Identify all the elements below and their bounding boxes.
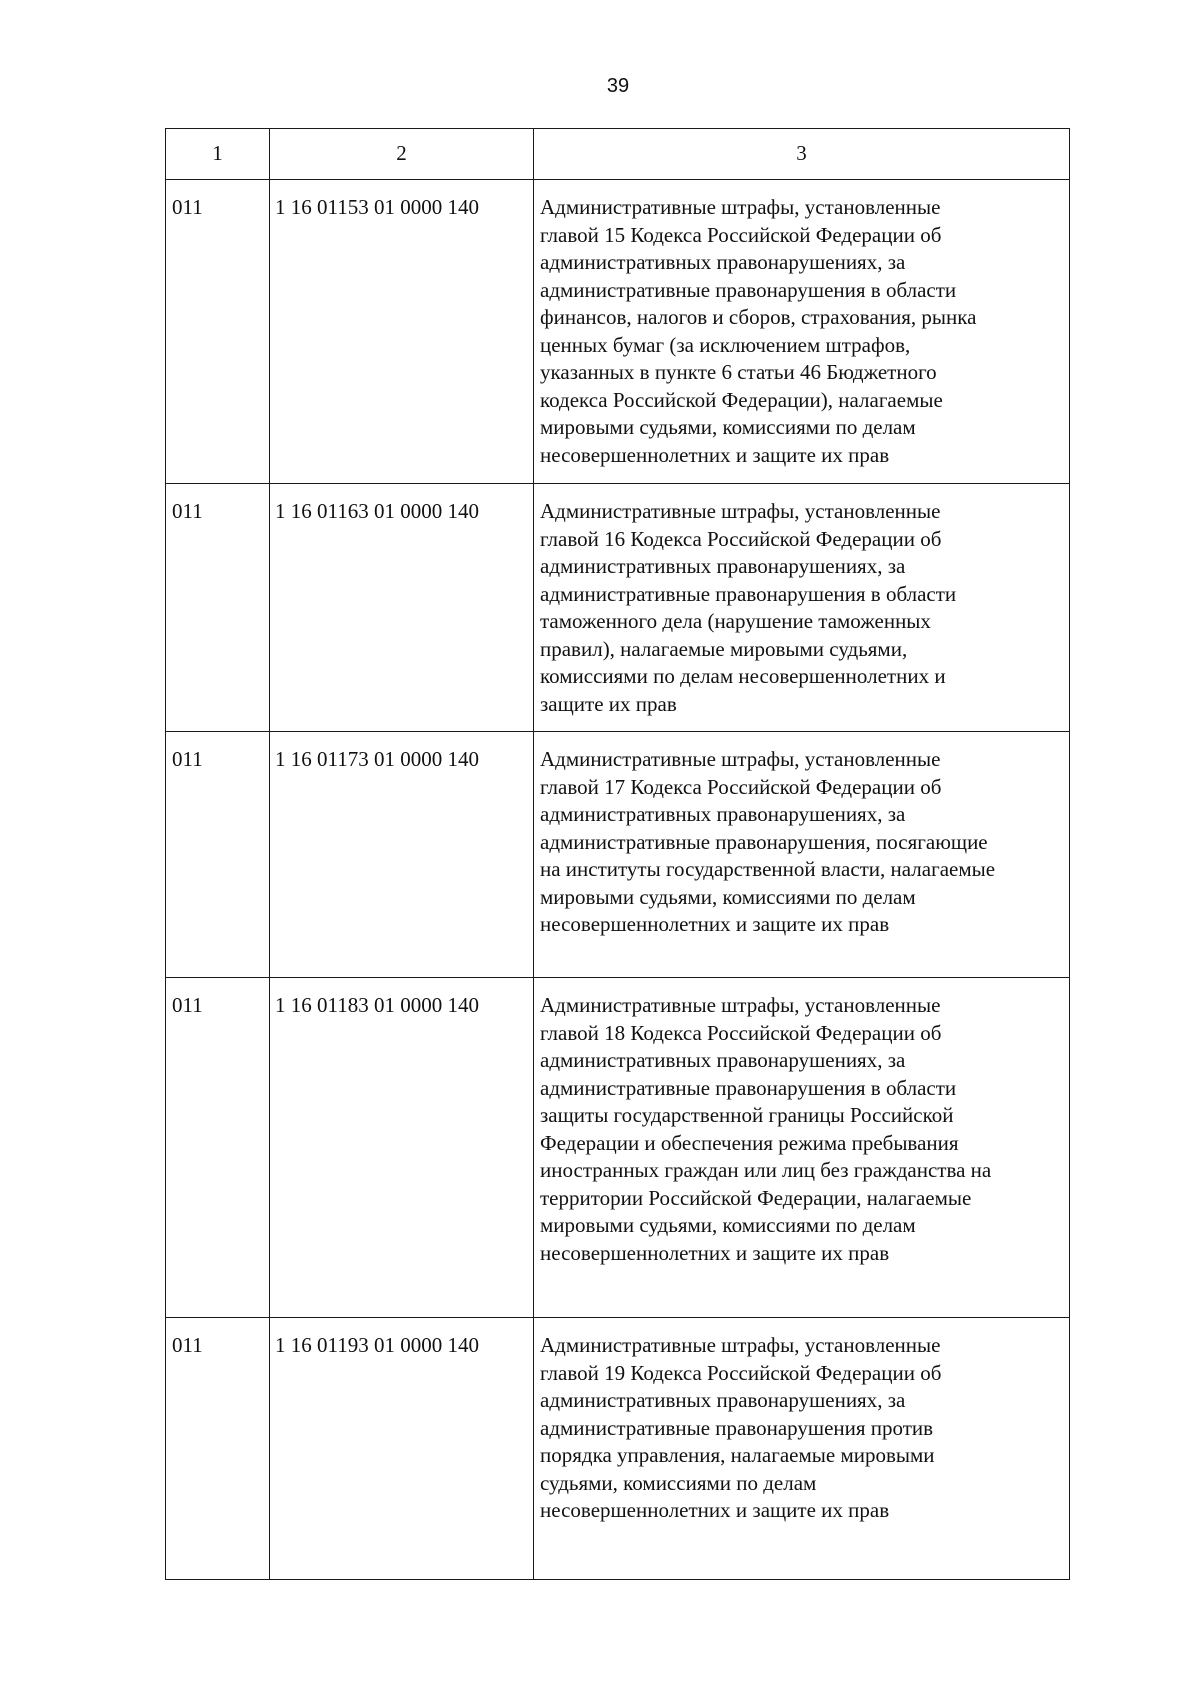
table-row (166, 978, 1070, 1318)
description-cell (534, 978, 1070, 1318)
kbk-code-cell: 1 16 01153 01 0000 140 (270, 180, 534, 484)
description-line: административные правонарушения в области (540, 581, 957, 606)
description-line: мировыми судьями, комиссиями по делам (540, 884, 916, 909)
description-line: Административные штрафы, установленные (540, 993, 941, 1017)
description-line: административных правонарушениях, за (540, 1048, 906, 1072)
description-line: защиты государственной границы Российской (540, 1103, 954, 1127)
admin-code-cell: 011 (166, 732, 270, 978)
kbk-code-cell: 1 16 01183 01 0000 140 (270, 978, 534, 1318)
description-cell (534, 484, 1070, 732)
admin-code-cell: 011 (166, 1318, 270, 1580)
description-line: несовершеннолетних и защите их прав (540, 912, 890, 936)
description-line: главой 19 Кодекса Российской Федерации об (540, 1360, 942, 1385)
description-line: Федерации и обеспечения режима пребывания (540, 1130, 959, 1155)
header-col-1: 1 (166, 129, 270, 180)
description-line: судьями, комиссиями по делам (540, 1470, 817, 1495)
description-line: Административные штрафы, установленные (540, 195, 941, 219)
description-line: защите их прав (540, 691, 677, 716)
kbk-code-cell: 1 16 01163 01 0000 140 (270, 484, 534, 732)
description-line: административных правонарушениях, за (540, 554, 906, 578)
description-line: административные правонарушения, посягающие (540, 829, 988, 854)
table-row (166, 484, 1070, 732)
description-line: административные правонарушения в области (540, 1075, 957, 1100)
description-line: таможенного дела (нарушение таможенных (540, 609, 931, 633)
table-body (166, 180, 1070, 1580)
header-col-2: 2 (270, 129, 534, 180)
kbk-code-cell: 1 16 01173 01 0000 140 (270, 732, 534, 978)
description-line: правил), налагаемые мировыми судьями, (540, 636, 908, 661)
description-line: главой 16 Кодекса Российской Федерации об (540, 526, 942, 551)
description-line: указанных в пункте 6 статьи 46 Бюджетного (540, 360, 937, 384)
description-cell (534, 180, 1070, 484)
description-line: административных правонарушениях, за (540, 1388, 906, 1412)
admin-code-cell: 011 (166, 180, 270, 484)
description-line: ценных бумаг (за исключением штрафов, (540, 332, 911, 357)
description-line: главой 17 Кодекса Российской Федерации об (540, 774, 942, 799)
description-line: несовершеннолетних и защите их прав (540, 1240, 890, 1265)
admin-code-cell: 011 (166, 978, 270, 1318)
description-line: Административные штрафы, установленные (540, 747, 941, 771)
table-row (166, 180, 1070, 484)
description-line: административные правонарушения против (540, 1415, 934, 1440)
description-line: административных правонарушениях, за (540, 250, 906, 274)
description-cell (534, 732, 1070, 978)
kbk-code-cell: 1 16 01193 01 0000 140 (270, 1318, 534, 1580)
table-row (166, 732, 1070, 978)
description-line: мировыми судьями, комиссиями по делам (540, 415, 916, 439)
budget-classification-table (165, 128, 1070, 1580)
description-line: Административные штрафы, установленные (540, 1333, 941, 1357)
description-line: главой 15 Кодекса Российской Федерации об (540, 222, 942, 247)
header-row (166, 129, 1070, 180)
description-line: на институты государственной власти, налагаемые (540, 857, 996, 881)
description-line: финансов, налогов и сборов, страхования, рынка (540, 305, 977, 329)
description-line: иностранных граждан или лиц без гражданства на (540, 1158, 992, 1182)
description-line: главой 18 Кодекса Российской Федерации об (540, 1020, 942, 1045)
header-col-3: 3 (534, 129, 1070, 180)
description-line: кодекса Российской Федерации), налагаемые (540, 387, 943, 412)
description-line: административные правонарушения в области (540, 277, 957, 302)
table-row (166, 1318, 1070, 1580)
description-line: несовершеннолетних и защите их прав (540, 442, 890, 467)
description-line: мировыми судьями, комиссиями по делам (540, 1213, 916, 1237)
description-line: Административные штрафы, установленные (540, 499, 941, 523)
description-line: порядка управления, налагаемые мировыми (540, 1443, 935, 1467)
description-line: несовершеннолетних и защите их прав (540, 1498, 890, 1522)
description-line: комиссиями по делам несовершеннолетних и (540, 664, 946, 688)
description-cell (534, 1318, 1070, 1580)
admin-code-cell: 011 (166, 484, 270, 732)
table-header (166, 129, 1070, 180)
description-line: административных правонарушениях, за (540, 802, 906, 826)
description-line: территории Российской Федерации, налагаемые (540, 1185, 972, 1210)
page-number: 39 (606, 75, 630, 97)
